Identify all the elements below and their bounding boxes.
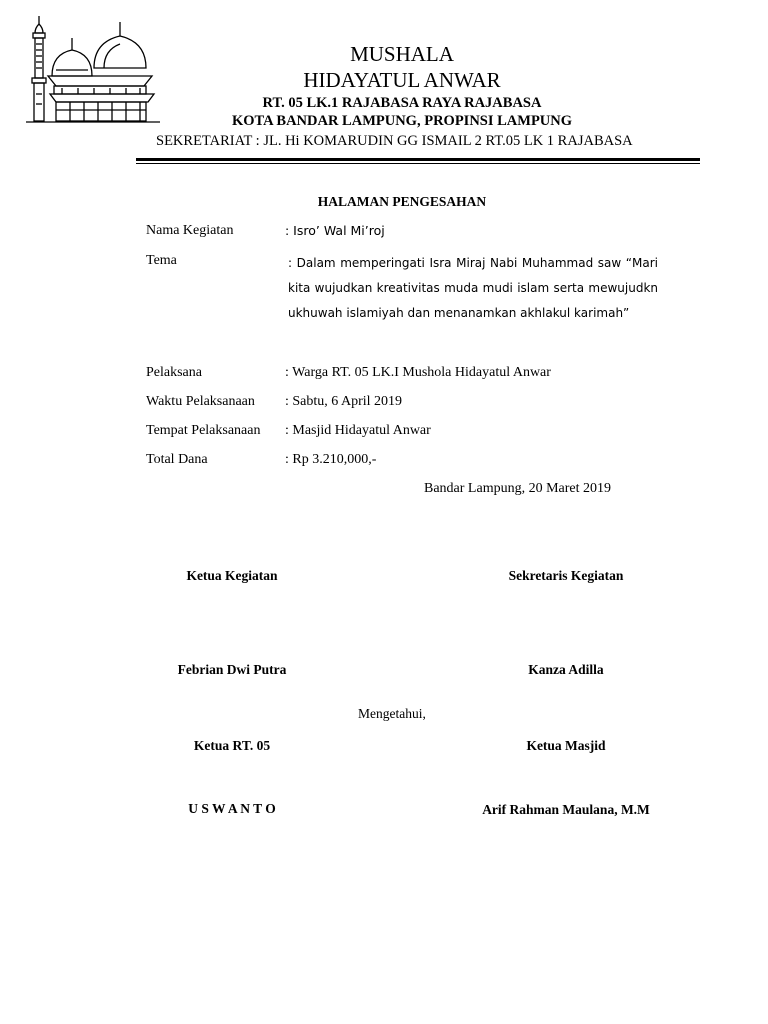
org-address-line1: RT. 05 LK.1 RAJABASA RAYA RAJABASA [262, 95, 542, 111]
header-divider-thin [136, 163, 700, 164]
signature-role-ketua-rt: Ketua RT. 05 [193, 738, 271, 753]
field-label-tempat: Tempat Pelaksanaan [146, 423, 261, 438]
signature-name-ketua-kegiatan: Febrian Dwi Putra [177, 662, 287, 677]
secretariat-address: SEKRETARIAT : JL. Hi KOMARUDIN GG ISMAIL 2 RT.05 LK 1 RAJABASA [156, 133, 633, 149]
signature-name-sekretaris: Kanza Adilla [528, 662, 604, 677]
field-label-waktu: Waktu Pelaksanaan [146, 394, 255, 409]
signature-role-ketua-kegiatan: Ketua Kegiatan [186, 568, 278, 583]
org-name-line2: HIDAYATUL ANWAR [303, 68, 501, 92]
header-divider-thick [136, 158, 700, 161]
field-label-tema: Tema [146, 253, 177, 268]
field-value-total-dana: : Rp 3.210,000,- [285, 452, 377, 467]
org-name-line1: MUSHALA [350, 42, 454, 66]
field-value-waktu: : Sabtu, 6 April 2019 [285, 394, 403, 409]
signature-role-sekretaris: Sekretaris Kegiatan [508, 568, 624, 583]
field-value-tema: : Dalam memperingati Isra Miraj Nabi Muhammad saw “Mari kita wujudkan kreativitas muda mudi islam serta mewujudkn ukhuwah islamiyah dan menanamkan akhlakul karimah” [288, 256, 658, 320]
signature-name-ketua-rt: U S W A N T O [188, 801, 276, 816]
field-value-tempat: : Masjid Hidayatul Anwar [285, 423, 431, 438]
field-value-pelaksana: : Warga RT. 05 LK.I Mushola Hidayatul Anwar [285, 365, 551, 380]
org-address-line2: KOTA BANDAR LAMPUNG, PROPINSI LAMPUNG [231, 113, 573, 129]
signature-role-ketua-masjid: Ketua Masjid [526, 738, 606, 753]
place-date: Bandar Lampung, 20 Maret 2019 [424, 481, 612, 496]
field-label-pelaksana: Pelaksana [146, 365, 202, 380]
page-title: HALAMAN PENGESAHAN [317, 194, 487, 209]
field-value-nama-kegiatan: : Isro’ Wal Mi’roj [285, 223, 385, 238]
field-label-nama-kegiatan: Nama Kegiatan [146, 223, 234, 238]
acknowledged-label: Mengetahui, [358, 706, 426, 721]
signature-name-ketua-masjid: Arif Rahman Maulana, M.M [482, 802, 650, 817]
field-label-total-dana: Total Dana [146, 452, 208, 467]
